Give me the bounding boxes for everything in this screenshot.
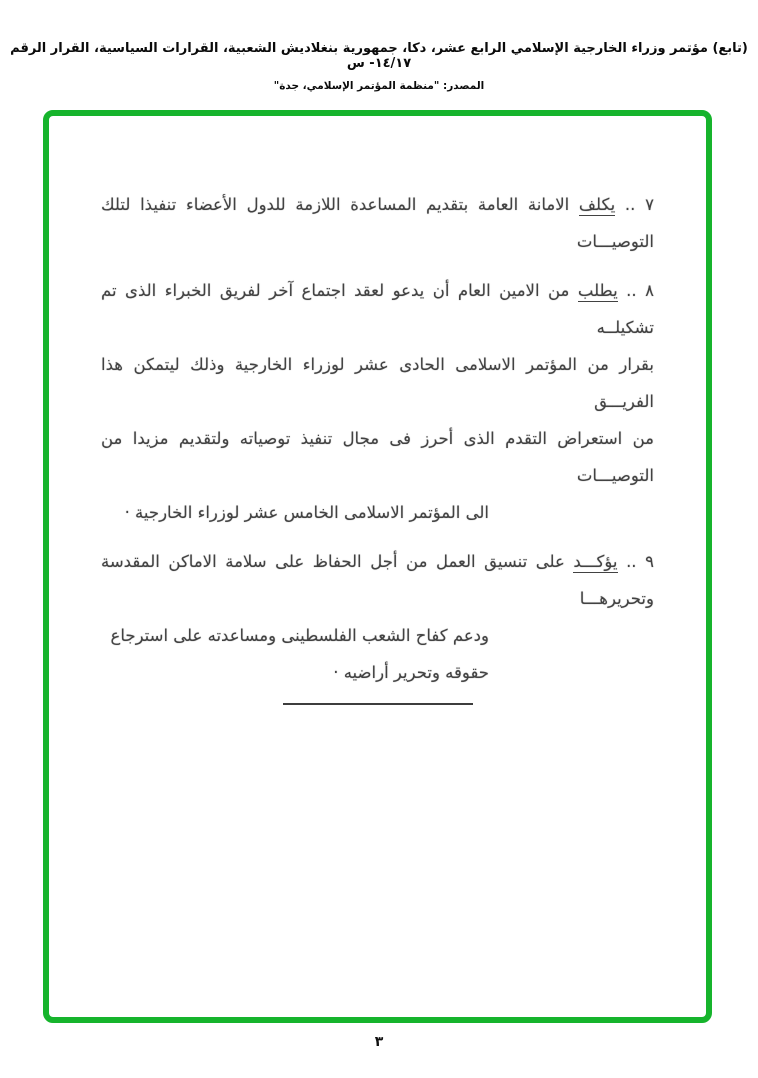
end-of-text-divider <box>283 703 473 705</box>
underlined-lead-word: يكلف <box>578 195 616 214</box>
line-text: على تنسيق العمل من أجل الحفاظ على سلامة الاماكن المقدسة وتحريرهـــا <box>101 552 654 608</box>
resolution-item-8 <box>101 272 654 531</box>
resolution-item-7 <box>101 186 654 260</box>
header-source: المصدر: "منظمة المؤتمر الإسلامي، جدة" <box>273 80 485 92</box>
text-line <box>101 543 654 617</box>
header-title: (تابع) مؤتمر وزراء الخارجية الإسلامي الرابع عشر، دكا، جمهورية بنغلاديش الشعبية، القرارات السياسية، القرار الرقم ١٤/١٧- س <box>10 41 748 71</box>
item-number-8: ٨ .. <box>626 281 654 300</box>
text-line: من استعراض التقدم الذى أحرز فى مجال تنفيذ توصياته ولتقديم مزيدا من التوصيـــات <box>101 429 654 485</box>
scanned-document-frame <box>43 110 712 1023</box>
page-header <box>0 41 758 92</box>
text-line: ودعم كفاح الشعب الفلسطينى ومساعدته على استرجاع حقوقه وتحرير أراضيه · <box>110 626 489 682</box>
text-line <box>101 186 654 260</box>
item-number-7: ٧ .. <box>624 195 654 214</box>
line-text: الامانة العامة بتقديم المساعدة اللازمة للدول الأعضاء تنفيذا لتلك التوصيـــات <box>101 195 654 251</box>
scanned-text-block <box>101 186 654 705</box>
item-number-9: ٩ .. <box>626 552 654 571</box>
underlined-lead-word: يؤكـــد <box>573 552 618 571</box>
page-number: ٣ <box>374 1034 384 1050</box>
text-line <box>101 272 654 346</box>
resolution-item-9 <box>101 543 654 691</box>
text-line: الى المؤتمر الاسلامى الخامس عشر لوزراء الخارجية · <box>124 503 489 522</box>
text-line: بقرار من المؤتمر الاسلامى الحادى عشر لوزراء الخارجية وذلك ليتمكن هذا الفريـــق <box>101 355 654 411</box>
line-text: من الامين العام أن يدعو لعقد اجتماع آخر لفريق الخبراء الذى تم تشكيلــه <box>101 281 654 337</box>
underlined-lead-word: يطلب <box>577 281 618 300</box>
